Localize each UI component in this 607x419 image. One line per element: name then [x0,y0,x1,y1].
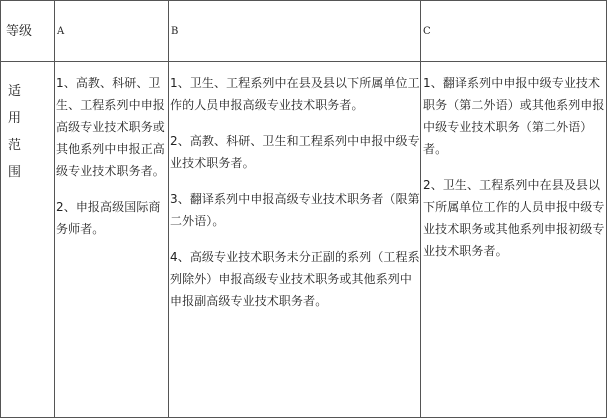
col-b-header: B [171,26,179,37]
col-a-header: A [57,26,65,37]
col-c-cell [421,62,607,418]
col-b-header-cell [169,1,421,62]
col-b-item-3: 3、翻译系列中申报高级专业技术职务者（限第二外语）。 [170,192,420,228]
scope-label-cell [1,62,55,418]
scope-row [1,62,607,418]
col-b-cell [169,62,421,418]
scope-label: 适用范围 [8,84,22,180]
grade-header-cell [1,1,55,62]
col-c-item-1: 1、翻译系列中申报中级专业技术职务（第二外语）或其他系列申报中级专业技术职务（第二外语）者。 [423,76,605,156]
header-row [1,1,607,62]
col-a-header-cell [55,1,169,62]
grade-header-label: 等级 [6,24,33,39]
col-a-content [55,62,168,240]
col-b-item-2: 2、高教、科研、卫生和工程系列中申报中级专业技术职务者。 [170,134,420,170]
col-c-header: C [423,26,431,37]
col-b-content [169,62,420,312]
col-c-item-2: 2、卫生、工程系列中在县及县以下所属单位工作的人员申报中级专业技术职务或其他系列申报初级专业技术职务者。 [423,178,605,258]
col-a-cell [55,62,169,418]
col-c-content [421,62,606,262]
col-a-item-1: 1、高教、科研、卫生、工程系列中申报高级专业技术职务或其他系列中申报正高级专业技术职务者。 [56,76,165,178]
col-a-item-2: 2、申报高级国际商务师者。 [56,200,161,236]
col-c-header-cell [421,1,607,62]
col-b-item-4: 4、高级专业技术职务未分正副的系列（工程系列除外）申报高级专业技术职务或其他系列中申报副高级专业技术职务者。 [170,250,420,308]
col-b-item-1: 1、卫生、工程系列中在县及县以下所属单位工作的人员申报高级专业技术职务者。 [170,76,420,112]
